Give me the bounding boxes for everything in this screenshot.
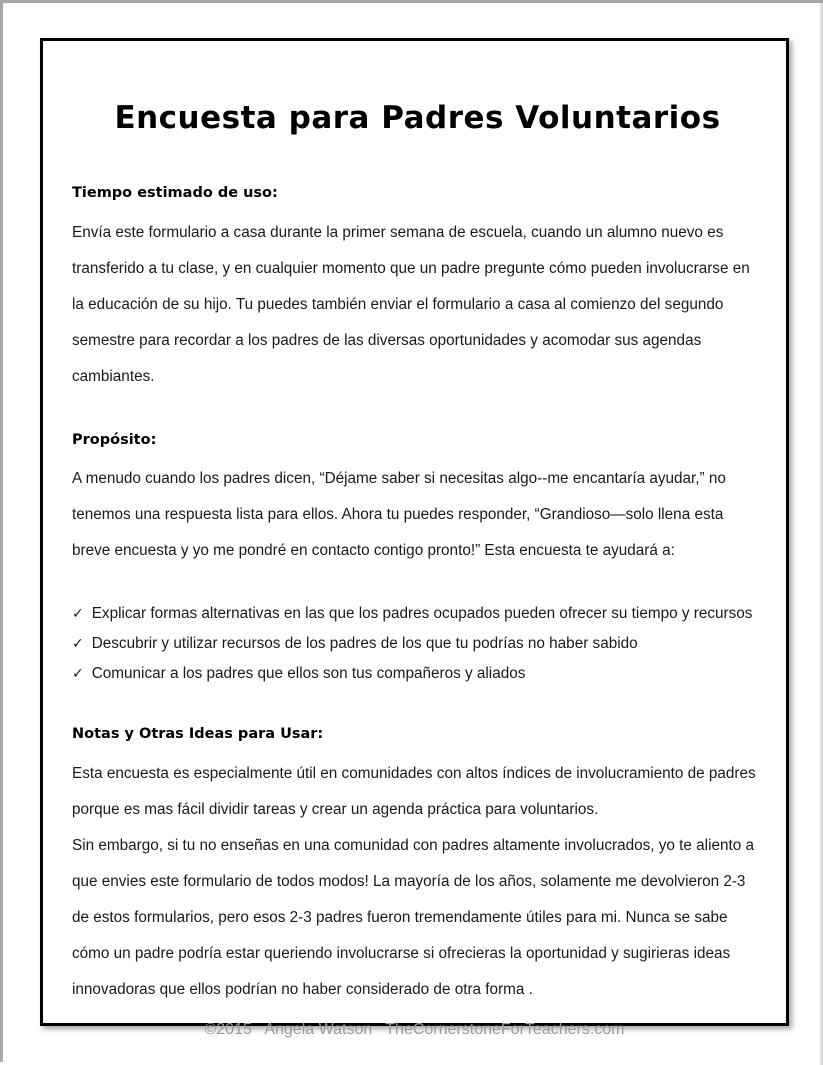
- list-item-label: Explicar formas alternativas en las que los padres ocupados pueden ofrecer su tiempo y recursos: [91, 605, 753, 622]
- list-item: [72, 629, 763, 659]
- list-item-label: Comunicar a los padres que ellos son tus compañeros y aliados: [91, 665, 526, 682]
- page-title: Encuesta para Padres Voluntarios: [114, 100, 721, 136]
- section-heading-purpose: Propósito:: [72, 431, 157, 448]
- document-content-area: [72, 41, 763, 1023]
- checkmark-icon: ✓: [72, 666, 84, 682]
- section-paragraph-purpose: A menudo cuando los padres dicen, “Déjame saber si necesitas algo--me encantaría ayudar,” no tenemos una respuesta lista para ellos. Ahora tu puedes responder, “Grandioso—solo llena esta breve encuesta y yo me pondré en contacto contigo pronto!” Esta encuesta te ayudará a:: [72, 470, 726, 559]
- section-paragraph-time: Envía este formulario a casa durante la primer semana de escuela, cuando un alumno nuevo es transferido a tu clase, y en cualquier momento que un padre pregunte cómo pueden involucrarse en la educación de su hijo. Tu puedes también enviar el formulario a casa al comienzo del segundo semestre para recordar a los padres de las diversas oportunidades y acomodar sus agendas cambiantes.: [72, 223, 750, 385]
- section-paragraph-notes-one: Esta encuesta es especialmente útil en comunidades con altos índices de involucramiento de padres porque es mas fácil dividir tareas y crear un agenda práctica para voluntarios.: [72, 764, 756, 818]
- checkmark-icon: ✓: [72, 636, 84, 652]
- checkmark-icon: ✓: [72, 606, 84, 622]
- benefits-check-list: [72, 599, 763, 689]
- section-spacer: [72, 689, 763, 727]
- section-paragraph-notes-two: Sin embargo, si tu no enseñas en una comunidad con padres altamente involucrados, yo te aliento a que envies este formulario de todos modos! La mayoría de los años, solamente me devolvieron 2-3 de estos formularios, pero esos 2-3 padres fueron tremendamente útiles para mi. Nunca se sabe cómo un padre podría estar queriendo involucrarse si ofrecieras la oportunidad y sugirieras ideas innovadoras que ellos podrían no haber considerado de otra forma .: [72, 836, 754, 998]
- section-heading-time: Tiempo estimado de uso:: [72, 185, 278, 201]
- section-spacer: [72, 395, 763, 433]
- document-frame: [40, 38, 789, 1026]
- document-body: [72, 186, 763, 1008]
- list-spacer: [72, 569, 763, 599]
- list-item: [72, 659, 763, 689]
- copyright-footer: ©2015 Angela Watson TheCornerstoneForTeachers.com: [204, 1021, 625, 1038]
- list-item: [72, 599, 763, 629]
- section-heading-notes: Notas y Otras Ideas para Usar:: [72, 726, 324, 742]
- list-item-label: Descubrir y utilizar recursos de los padres de los que tu podrías no haber sabido: [91, 635, 638, 652]
- page-edge-shadow: [819, 3, 823, 1065]
